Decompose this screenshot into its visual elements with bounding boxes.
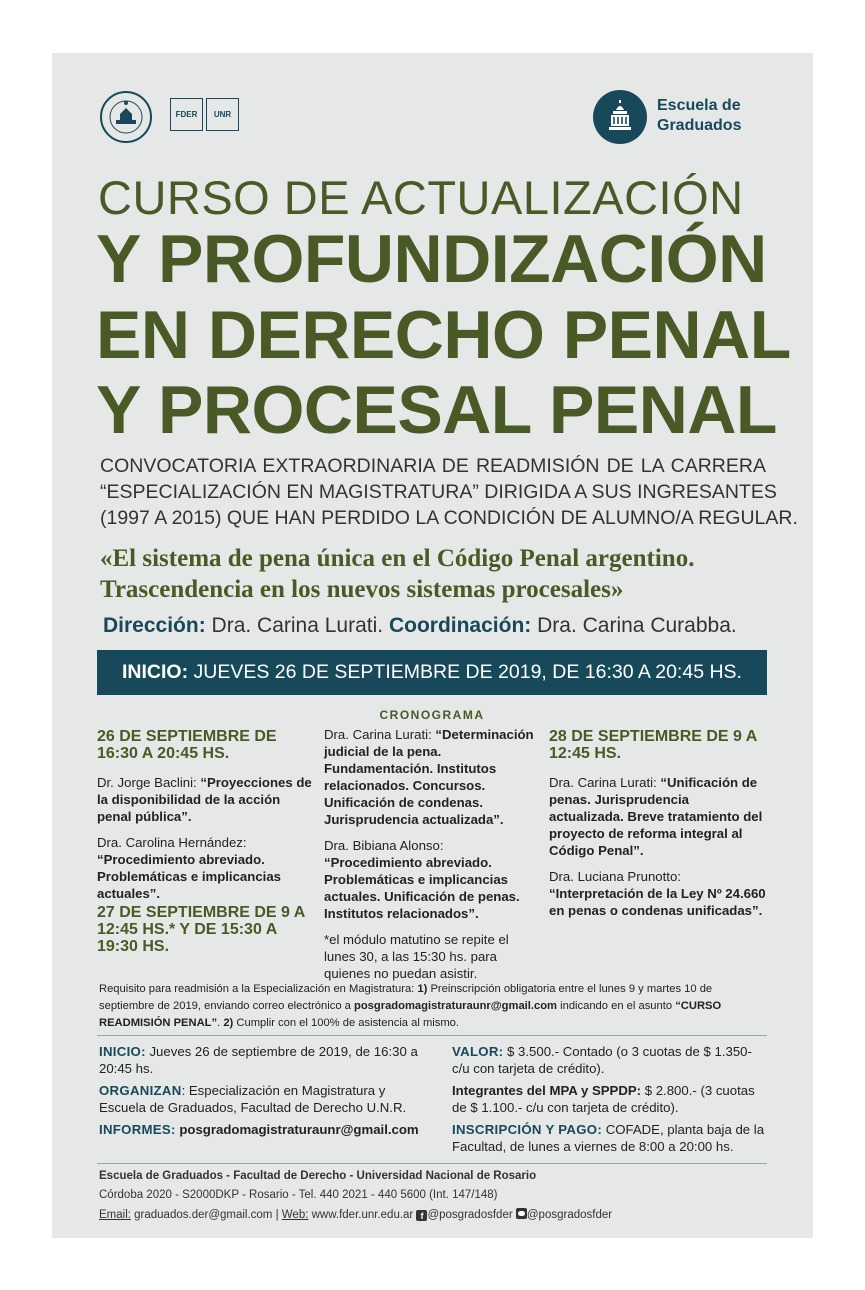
convocatoria-line1: CONVOCATORIA EXTRAORDINARIA DE READMISIÓN DE LA CARRERA [100,455,766,477]
req-text: . [217,1017,224,1029]
req-text: Preinscripción obligatoria entre el lunes 9 y martes 10 de septiembre de 2019, enviando correo electrónico a [99,983,713,1012]
twitter-icon [516,1208,527,1219]
speaker-name: Dra. Luciana Prunotto: [549,869,681,884]
unr-seal-logo [99,90,153,144]
title-line4: Y PROCESAL PENAL [96,372,777,448]
footer-line3 [99,1208,612,1221]
email-label: Email: [99,1209,131,1221]
speaker-name: Dra. Carina Lurati: [324,727,436,742]
convocatoria-line3: (1997 A 2015) QUE HAN PERDIDO LA CONDICIÓN DE ALUMNO/A REGULAR. [100,507,798,529]
info-informes [99,1121,429,1138]
schedule-item [324,726,542,828]
escuela-line2: Graduados [657,117,742,134]
info-label: INSCRIPCIÓN Y PAGO: [452,1122,603,1137]
info-value: Jueves 26 de septiembre de 2019, de 16:30 a 20:45 hs. [99,1044,418,1076]
direction-value: Dra. Carina Lurati. [205,614,389,637]
footer-facebook[interactable]: @posgradosfder [427,1209,513,1221]
divider [97,1035,767,1036]
talk-topic: “Interpretación de la Ley Nº 24.660 en penas o condenas unificadas”. [549,886,766,918]
schedule-heading-27: 27 DE SEPTIEMBRE DE 9 A 12:45 HS.* Y DE 15:30 A 19:30 HS. [97,904,305,955]
start-banner [97,650,767,695]
escuela-logo-text [657,96,741,136]
footer-twitter[interactable]: @posgradosfder [526,1209,613,1221]
escuela-line1: Escuela de [657,97,741,114]
schedule-item [97,774,312,825]
direction-label: Dirección: [103,614,206,637]
title-line3: EN DERECHO PENAL [96,297,791,373]
talk-topic: “Unificación de penas. Jurisprudencia actualizada. Breve tratamiento del proyecto de reforma integral al Código Penal”. [549,775,763,858]
info-mpa [452,1082,767,1116]
schedule-note: *el módulo matutino se repite el lunes 30, a las 15:30 hs. para quienes no puedan asistir. [324,932,509,981]
start-banner-value: JUEVES 26 DE SEPTIEMBRE DE 2019, DE 16:30 A 20:45 HS. [188,661,742,683]
speaker-name: Dra. Bibiana Alonso: [324,838,444,853]
req-number: 2) [223,1017,234,1029]
escuela-logo-icon [593,90,647,144]
info-label: INICIO: [99,1044,146,1059]
info-inicio [99,1043,429,1077]
info-value: : Especialización en Magistratura y Escuela de Graduados, Facultad de Derecho U.N.R. [99,1083,407,1115]
footer-line2: Córdoba 2020 - S2000DKP - Rosario - Tel. 440 2021 - 440 5600 (Int. 147/148) [99,1189,498,1201]
req-text: Cumplir con el 100% de asistencia al mismo. [233,1017,459,1029]
start-banner-label: INICIO: [122,661,189,683]
web-label: Web: [281,1209,309,1221]
direction-line [103,614,737,638]
info-value: posgradomagistraturaunr@gmail.com [175,1122,419,1137]
coordination-value: Dra. Carina Curabba. [531,614,737,637]
footer-web[interactable]: www.fder.unr.edu.ar [308,1209,417,1221]
info-label: Integrantes del MPA y SPPDP: [452,1083,642,1098]
info-label: ORGANIZAN [99,1083,182,1098]
talk-topic: “Determinación judicial de la pena. Fundamentación. Institutos relacionados. Concursos. Unificación de condenas. Jurisprudencia actualizada”. [324,727,534,827]
info-label: INFORMES: [99,1122,176,1137]
info-inscripcion [452,1121,767,1155]
info-left [99,1043,429,1143]
req-text: Requisito para readmisión a la Especialización en Magistratura: [99,983,418,995]
unr-logo: UNR [206,98,239,131]
cronograma-title: CRONOGRAMA [379,708,485,722]
info-label: VALOR: [452,1044,504,1059]
speaker-name: Dr. Jorge Baclini: [97,775,201,790]
title-line1: CURSO DE ACTUALIZACIÓN [98,171,744,224]
info-valor [452,1043,767,1077]
footer-email[interactable]: graduados.der@gmail.com | [130,1209,282,1221]
info-value: $ 2.800.- (3 cuotas de $ 1.100.- c/u con tarjeta de crédito). [452,1083,755,1115]
poster [52,53,813,1238]
req-text: indicando en el asunto [557,1000,676,1012]
footer-line1: Escuela de Graduados - Facultad de Derecho - Universidad Nacional de Rosario [99,1170,537,1182]
info-value: $ 3.500.- Contado (o 3 cuotas de $ 1.350- c/u con tarjeta de crédito). [452,1044,752,1076]
schedule-heading-26: 26 DE SEPTIEMBRE DE 16:30 A 20:45 HS. [97,728,277,762]
requirements [99,981,767,1032]
schedule-item [549,774,767,859]
schedule-column-3 [549,728,767,928]
facebook-icon: f [416,1210,427,1221]
schedule-item [97,834,312,902]
schedule-item [549,868,767,919]
schedule-column-2 [324,726,542,991]
schedule-item [324,837,542,922]
req-email: posgradomagistraturaunr@gmail.com [354,1000,557,1012]
fder-logo: FDER [170,98,203,131]
course-subtitle [100,543,694,605]
info-value: COFADE, planta baja de la Facultad, de lunes a viernes de 8:00 a 20:00 hs. [452,1122,765,1154]
schedule-column-1 [97,728,312,967]
info-organizan [99,1082,429,1116]
convocatoria [100,453,798,531]
talk-topic: “Procedimiento abreviado. Problemáticas e implicancias actuales. Unificación de penas. Institutos relacionados”. [324,855,520,921]
speaker-name: Dra. Carina Lurati: [549,775,661,790]
coordination-label: Coordinación: [388,614,532,637]
info-right [452,1043,767,1160]
subtitle-line1: «El sistema de pena única en el Código Penal argentino. [100,545,695,572]
divider [97,1163,767,1164]
title-line2: Y PROFUNDIZACIÓN [96,221,767,297]
subtitle-line2: Trascendencia en los nuevos sistemas procesales» [100,576,624,603]
req-number: 1) [417,983,428,995]
talk-topic: “Procedimiento abreviado. Problemáticas e implicancias actuales”. [97,852,281,901]
talk-topic: “Proyecciones de la disponibilidad de la acción penal pública”. [97,775,312,824]
schedule-heading-28: 28 DE SEPTIEMBRE DE 9 A 12:45 HS. [549,728,757,762]
speaker-name: Dra. Carolina Hernández: [97,835,247,850]
req-subject: “CURSO READMISIÓN PENAL” [99,1000,722,1029]
convocatoria-line2: “ESPECIALIZACIÓN EN MAGISTRATURA” DIRIGIDA A SUS INGRESANTES [100,481,777,503]
